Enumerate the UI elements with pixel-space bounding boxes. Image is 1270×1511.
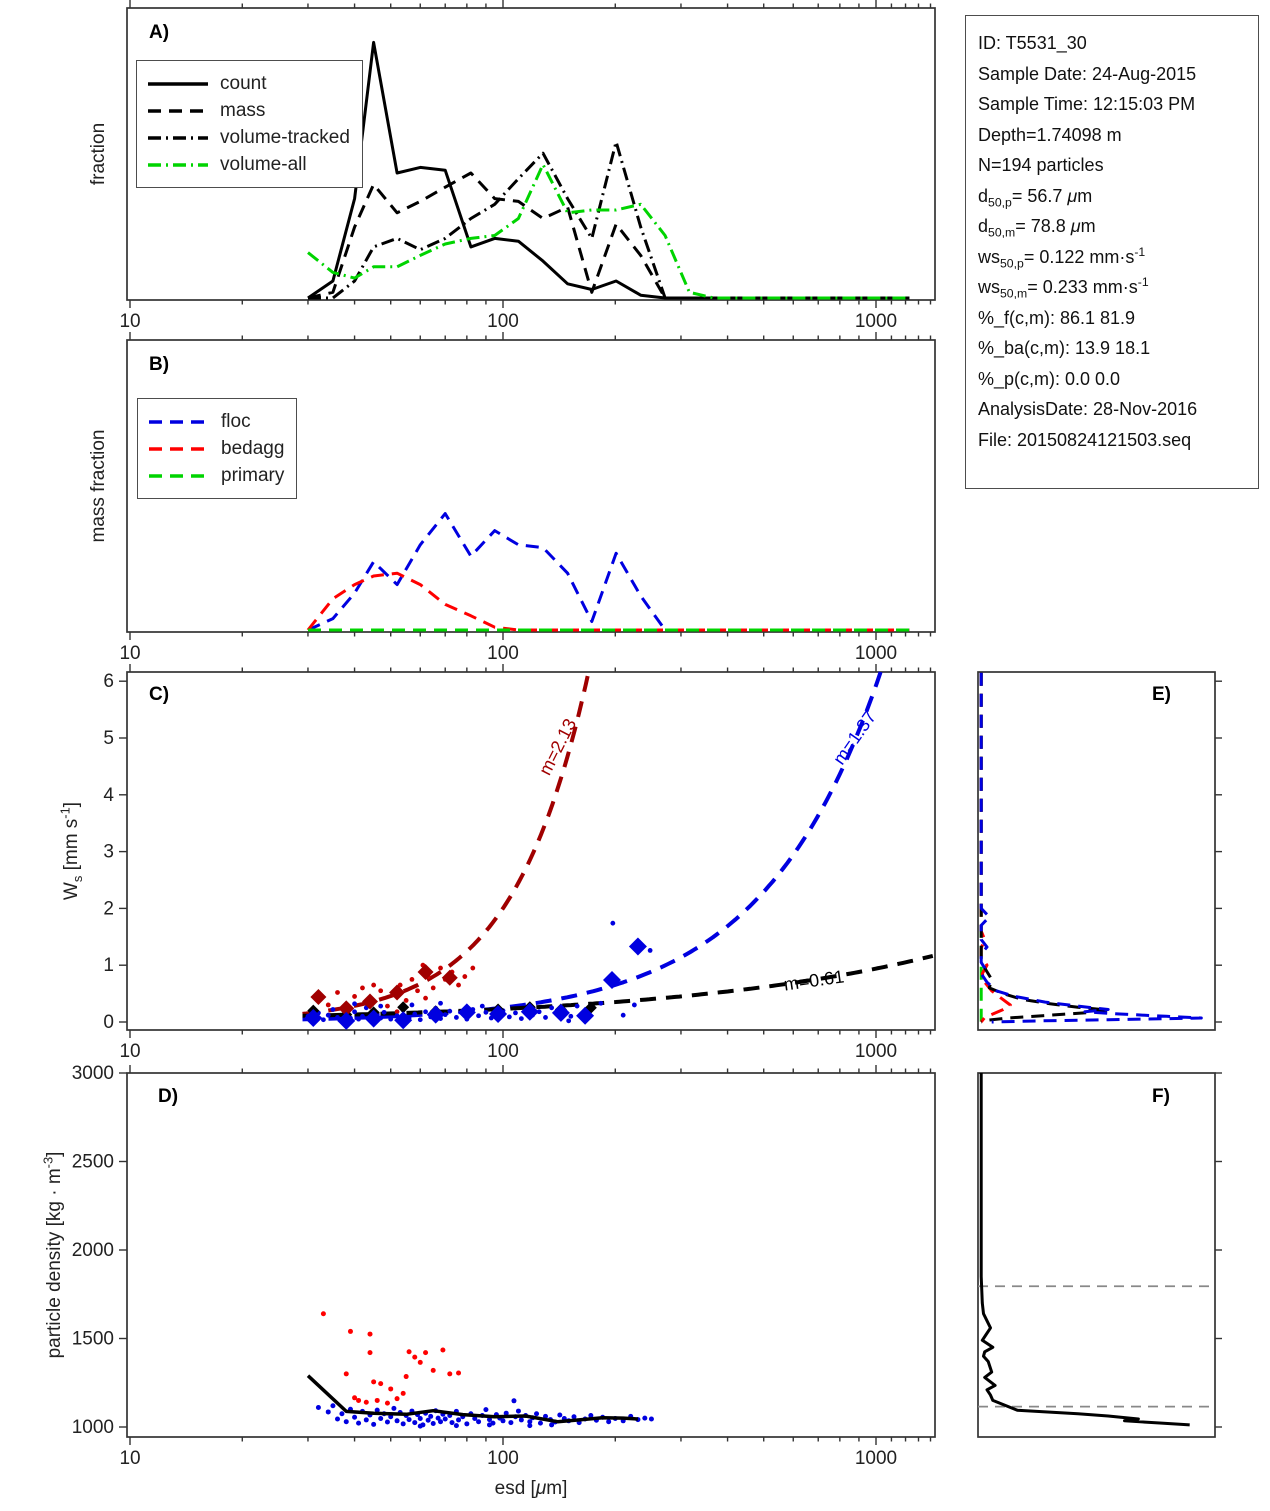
info-line-pct-bedagg: %_ba(c,m): 13.9 18.1 <box>978 338 1151 358</box>
fit-label-all: m=0.61 <box>782 966 845 995</box>
svg-text:1000: 1000 <box>71 1417 114 1438</box>
svg-text:10: 10 <box>119 1041 141 1062</box>
info-line-file: File: 20150824121503.seq <box>978 429 1192 450</box>
svg-text:100: 100 <box>487 311 519 332</box>
svg-text:3: 3 <box>103 841 114 863</box>
axes-frame <box>127 1073 935 1437</box>
info-line-d50p: $d_{50,p}= 56.7$ μm <box>978 185 1093 210</box>
svg-text:2500: 2500 <box>71 1151 114 1173</box>
floc-line-sample <box>148 419 210 425</box>
bedagg-line-sample <box>148 446 210 452</box>
svg-text:0: 0 <box>103 1012 114 1033</box>
y-tick-labels <box>103 671 114 1033</box>
series-floc-line <box>308 514 909 630</box>
legend-item-bedagg <box>148 435 284 462</box>
legend-label: bedagg <box>221 437 285 459</box>
fit-label-bedagg: m=2.13 <box>534 714 580 778</box>
info-line-sample-time: Sample Time: 12:15:03 PM <box>978 94 1196 114</box>
series-volume-tracked-line <box>308 142 909 298</box>
legend-item-primary <box>148 462 284 489</box>
volume-tracked-line-sample <box>147 135 209 141</box>
legend-item-mass <box>147 97 350 124</box>
svg-text:1000: 1000 <box>854 1041 898 1062</box>
legend-item-floc <box>148 408 284 435</box>
y-axis-title-c: $W_s$ [mm $s^{-1}$] <box>57 801 85 901</box>
x-axis-ticks <box>130 1065 931 1445</box>
x-tick-labels <box>119 1448 897 1469</box>
info-line-id: ID: T5531_30 <box>978 33 1087 53</box>
info-line-depth: Depth=1.74098 m <box>978 124 1122 145</box>
x-tick-labels <box>119 1041 897 1062</box>
panel-f-plot <box>978 1073 1215 1437</box>
panel-d-plot <box>71 1063 935 1469</box>
right-axis-ticks <box>1215 1073 1222 1427</box>
panel-label-b: B) <box>149 354 170 375</box>
legend-label: primary <box>221 464 285 486</box>
scatter-density-bedagg <box>321 1311 461 1405</box>
panel-label-c: C) <box>149 684 170 705</box>
x-tick-labels <box>119 311 897 332</box>
count-line-sample <box>147 81 209 87</box>
info-line-pct-primary: %_p(c,m): 0.0 0.0 <box>978 368 1121 389</box>
legend-panel-b <box>137 398 297 499</box>
legend-label: floc <box>221 410 251 432</box>
y-axis-title-d: particle density $[kg \cdot m^{-3}]$ <box>40 1151 65 1359</box>
info-line-sample-date: Sample Date: 24-Aug-2015 <box>978 63 1197 84</box>
y-axis-ticks <box>119 681 127 1022</box>
legend-label: volume-all <box>220 153 307 175</box>
info-line-ws50m: $ws_{50,m}= 0.233$ $mm\cdot s^{-1}$ <box>978 275 1149 301</box>
info-line-ws50p: $ws_{50,p}= 0.122$ $mm\cdot s^{-1}$ <box>978 244 1146 271</box>
info-line-n-particles: N=194 particles <box>978 155 1104 175</box>
svg-text:1000: 1000 <box>854 643 898 664</box>
profile-density-distribution-line <box>981 1073 1189 1425</box>
panel-label-f: F) <box>1152 1086 1170 1107</box>
svg-text:2: 2 <box>103 898 114 920</box>
axes-frame <box>978 672 1215 1030</box>
fit-curve-m=1.37 <box>303 672 881 1019</box>
mass-line-sample <box>147 108 209 114</box>
x-tick-labels <box>119 643 897 664</box>
info-line-analysis-date: AnalysisDate: 28-Nov-2016 <box>978 399 1198 419</box>
svg-text:100: 100 <box>487 1041 519 1062</box>
series-volume-all-line <box>308 165 909 299</box>
svg-text:1500: 1500 <box>71 1328 114 1350</box>
svg-text:1000: 1000 <box>854 311 898 332</box>
right-axis-ticks <box>1215 681 1222 1022</box>
legend-label: volume-tracked <box>220 126 350 148</box>
panel-e-plot <box>978 672 1215 1030</box>
svg-text:10: 10 <box>119 1448 141 1469</box>
profile-floc-line <box>981 673 1201 1022</box>
legend-item-count <box>147 70 350 97</box>
profile-all-line <box>981 673 1108 1022</box>
x-axis-title: esd [μm] <box>494 1478 568 1499</box>
primary-line-sample <box>148 473 210 479</box>
svg-text:4: 4 <box>103 784 114 806</box>
volume-all-line-sample <box>147 162 209 168</box>
svg-text:1: 1 <box>103 955 114 977</box>
axes-frame <box>978 1073 1215 1437</box>
series-mass-line <box>308 173 909 298</box>
info-line-pct-floc: %_f(c,m): 86.1 81.9 <box>978 307 1136 328</box>
info-box <box>965 15 1259 489</box>
y-axis-title-a: fraction <box>88 122 109 186</box>
fit-label-floc: m=1.37 <box>829 707 881 769</box>
svg-text:1000: 1000 <box>854 1448 898 1469</box>
legend-item-volume-all <box>147 151 350 178</box>
y-tick-labels <box>72 1063 114 1438</box>
svg-text:3000: 3000 <box>71 1063 114 1084</box>
legend-label: count <box>220 72 267 94</box>
legend-item-volume-tracked <box>147 124 350 151</box>
y-axis-ticks <box>119 1073 127 1427</box>
svg-text:100: 100 <box>487 1448 519 1469</box>
panel-label-a: A) <box>149 22 170 43</box>
legend-label: mass <box>220 99 266 121</box>
fit-curve-m=2.13 <box>303 667 590 1014</box>
panel-label-d: D) <box>158 1086 179 1107</box>
legend-panel-a <box>136 60 363 188</box>
svg-text:6: 6 <box>103 671 114 693</box>
scatter-floc_obs <box>306 921 653 1023</box>
y-axis-title-b: mass fraction <box>88 429 109 543</box>
svg-text:5: 5 <box>103 728 114 749</box>
svg-text:10: 10 <box>119 643 141 664</box>
svg-text:2000: 2000 <box>71 1240 114 1261</box>
svg-text:100: 100 <box>487 643 519 664</box>
info-line-d50m: $d_{50,m}= 78.8$ μm <box>978 216 1096 240</box>
panel-label-e: E) <box>1152 684 1171 705</box>
svg-text:10: 10 <box>119 311 141 332</box>
